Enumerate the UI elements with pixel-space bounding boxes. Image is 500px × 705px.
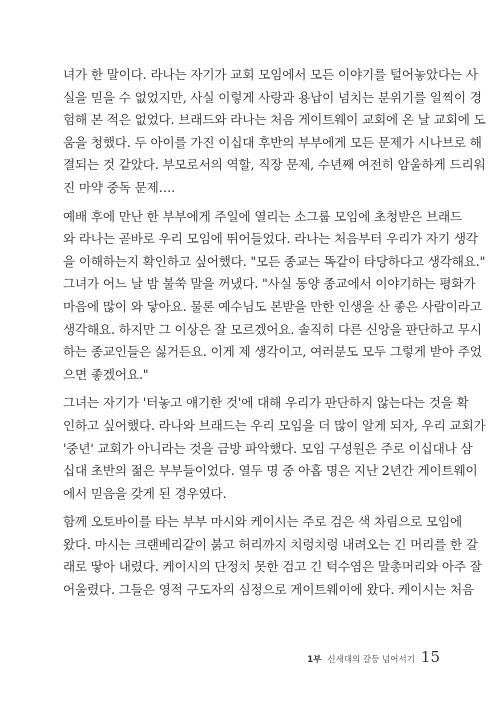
- text-line: 래로 땋아 내렸다. 케이시의 단정치 못한 검고 긴 턱수염은 말총머리와 아주 잘: [63, 559, 482, 575]
- text-line: 실을 믿을 수 없었지만, 사실 이렇게 사랑과 용납이 넘치는 분위기를 일찍이 경: [63, 89, 482, 105]
- text-line: 함께 오토바이를 타는 부부 마시와 케이시는 주로 검은 색 차림으로 모임에: [63, 514, 462, 530]
- text-line: 결되는 것 같았다. 부모로서의 역할, 직장 문제, 수년째 여전히 암울하게 드리워: [63, 157, 486, 173]
- text-line: 어울렸다. 그들은 영적 구도자의 심정으로 게이트웨이에 왔다. 케이시는 처음: [63, 582, 475, 598]
- text-line: 와 라나는 곧바로 우리 모임에 뛰어들었다. 라나는 처음부터 우리가 자기 생각: [63, 231, 478, 247]
- text-line: 생각해요. 하지만 그 이상은 잘 모르겠어요. 솔직히 다른 신앙을 판단하고 무시: [63, 321, 482, 337]
- part-label: 1부: [307, 655, 322, 665]
- text-line: 녀가 한 말이다. 라나는 자기가 교회 모임에서 모든 이야기를 털어놓았다는 사: [63, 67, 478, 82]
- text-line: 십대 초반의 젊은 부부들이었다. 열두 명 중 아홉 명은 지난 2년간 게이트웨이: [63, 463, 478, 479]
- text-line: 왔다. 마시는 크랜베리같이 붉고 허리까지 치렁치렁 내려오는 긴 머리를 한 갈: [63, 536, 478, 552]
- text-line: 그녀가 어느 날 밤 불쑥 말을 꺼냈다. "사실 동양 종교에서 이야기하는 평화가: [63, 276, 476, 292]
- text-line: 그녀는 자기가 '터놓고 얘기한 것'에 대해 우리가 판단하지 않는다는 것을 확: [63, 395, 469, 411]
- text-line: 험해 본 적은 없었다. 브래드와 라나는 처음 게이트웨이 교회에 온 날 교회에 도: [63, 112, 486, 128]
- text-line: '중년' 교회가 아니라는 것을 금방 파악했다. 모임 구성원은 주로 이십대나 삼: [63, 440, 473, 456]
- book-title: 신세대의 갈등 넘어서기: [327, 655, 415, 665]
- text-line: 움을 청했다. 두 아이를 가진 이십대 후반의 부부에게 모든 문제가 시나브로 해: [63, 134, 482, 150]
- text-line: 을 이해하는지 확인하고 싶어했다. "모든 종교는 똑같이 타당하다고 생각해요.": [63, 253, 486, 269]
- text-line: 으면 좋겠어요.": [63, 366, 149, 382]
- text-line: 진 마약 중독 문제….: [63, 179, 175, 195]
- text-line: 인하고 싶어했다. 라나와 브래드는 우리 모임을 더 많이 알게 되자, 우리 교회가: [63, 417, 486, 433]
- page-footer: [307, 648, 440, 666]
- page-number: 15: [420, 648, 440, 666]
- body-text: [63, 64, 486, 602]
- text-line: 하는 종교인들은 싫거든요. 이게 제 생각이고, 여러분도 모두 그렇게 받아 주었: [63, 344, 482, 360]
- text-line: 에서 믿음을 갖게 된 경우였다.: [63, 485, 227, 501]
- text-line: 마음에 많이 와 닿아요. 물론 예수님도 본받을 만한 인생을 산 좋은 사람이라고: [63, 298, 482, 314]
- text-line: 예배 후에 만난 한 부부에게 주일에 열리는 소그룹 모임에 초청받은 브래드: [63, 208, 462, 224]
